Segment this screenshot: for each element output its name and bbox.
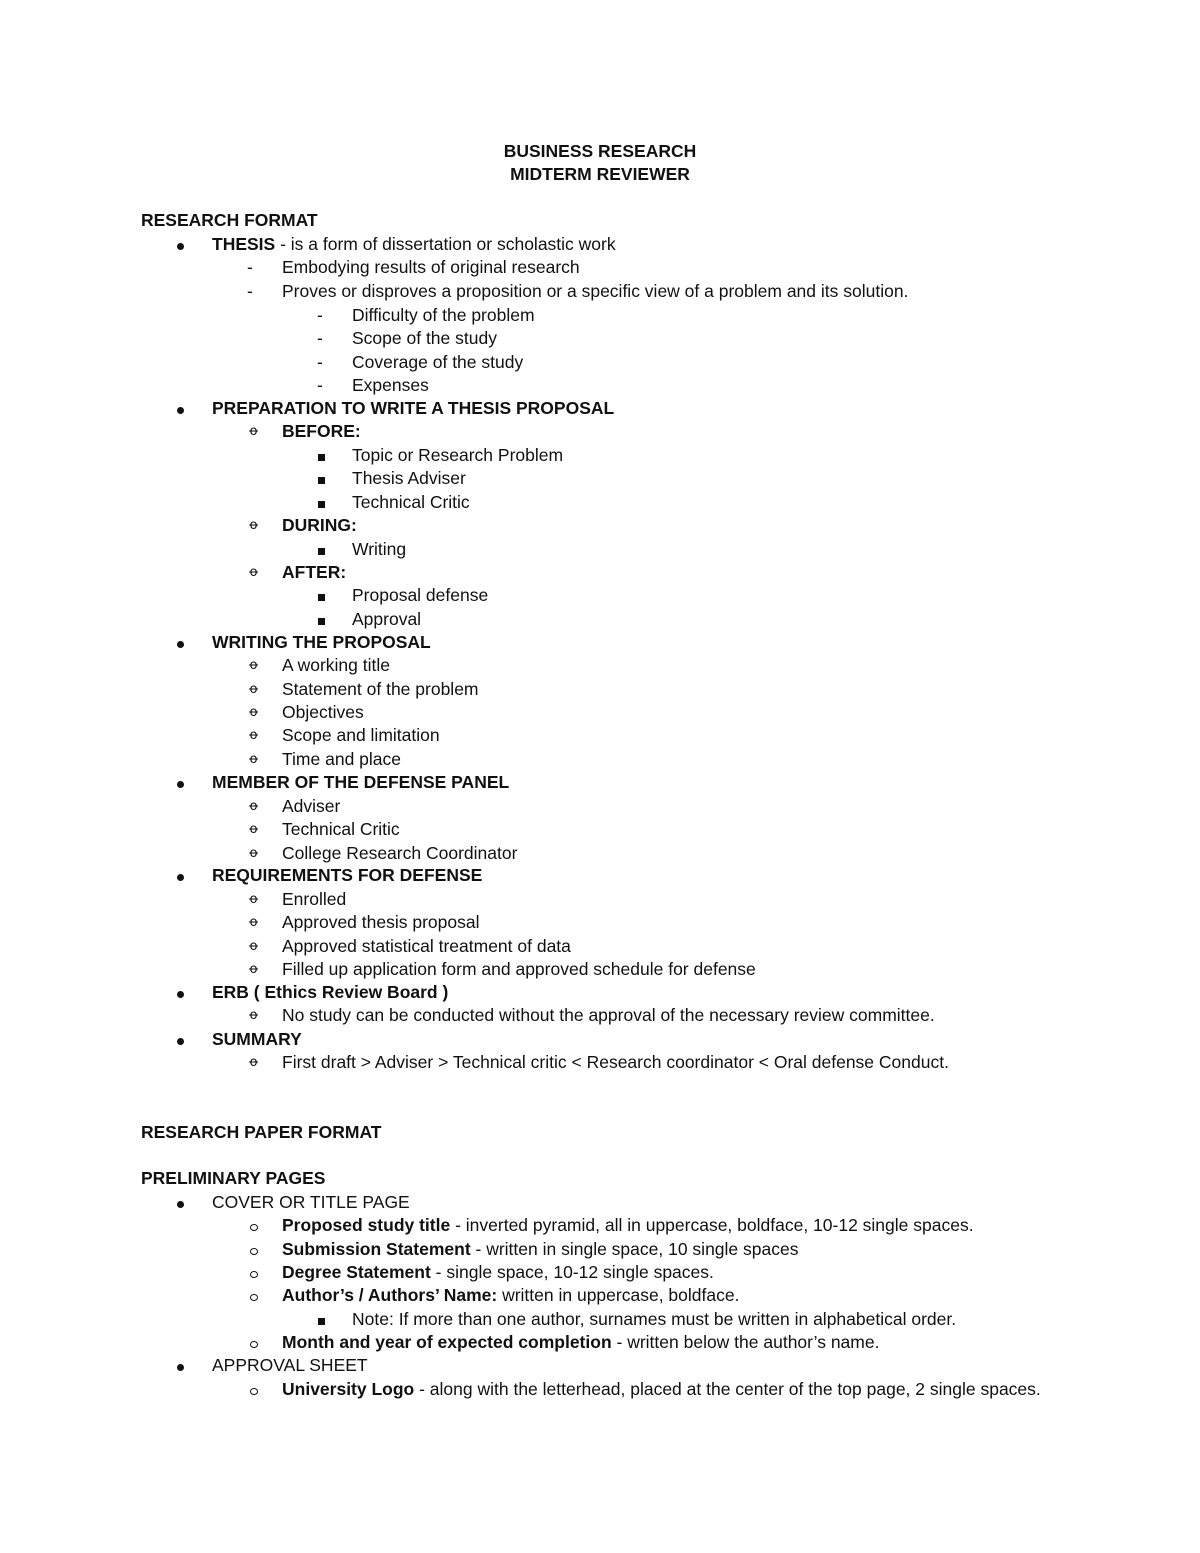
- ring-bullet-icon: ꝋ: [249, 891, 259, 906]
- cover-item: [282, 1284, 739, 1306]
- ring-bullet-icon: ꝋ: [249, 423, 259, 438]
- ring-bullet-icon: [250, 1238, 258, 1260]
- cover-note: Note: If more than one author, surnames must be written in alphabetical order.: [352, 1309, 957, 1329]
- cover-item-text: - written below the author’s name.: [611, 1332, 880, 1352]
- cover-item-label: Author’s / Authors’ Name:: [282, 1285, 498, 1305]
- requirements-item: Filled up application form and approved schedule for defense: [282, 959, 756, 979]
- ring-bullet-icon: [250, 1261, 258, 1283]
- writing-item: Scope and limitation: [282, 725, 440, 745]
- approval-item: [282, 1378, 1041, 1400]
- cover-item-label: Month and year of expected completion: [282, 1332, 612, 1352]
- thesis-label: THESIS: [212, 234, 276, 254]
- ring-bullet-icon: ꝋ: [249, 961, 259, 976]
- panel-heading: MEMBER OF THE DEFENSE PANEL: [212, 772, 510, 792]
- during-item: Writing: [352, 539, 407, 559]
- writing-item: Statement of the problem: [282, 679, 479, 699]
- bullet-dot-icon: [177, 1354, 184, 1376]
- writing-heading: WRITING THE PROPOSAL: [212, 632, 431, 652]
- section-heading-paper-format: RESEARCH PAPER FORMAT: [141, 1122, 382, 1142]
- square-bullet-icon: [318, 584, 325, 606]
- requirements-heading: REQUIREMENTS FOR DEFENSE: [212, 865, 483, 885]
- writing-item: Time and place: [282, 749, 401, 769]
- ring-bullet-icon: ꝋ: [249, 914, 259, 929]
- thesis-definition: - is a form of dissertation or scholastic work: [275, 234, 616, 254]
- thesis-point: Embodying results of original research: [282, 257, 580, 277]
- summary-heading: SUMMARY: [212, 1029, 302, 1049]
- section-heading-research-format: RESEARCH FORMAT: [141, 210, 318, 230]
- square-bullet-icon: [318, 491, 325, 513]
- square-bullet-icon: [318, 608, 325, 630]
- before-item: Topic or Research Problem: [352, 445, 564, 465]
- before-item: Technical Critic: [352, 492, 470, 512]
- dash-bullet-icon: -: [317, 375, 323, 395]
- thesis-subpoint: Scope of the study: [352, 328, 497, 348]
- ring-bullet-icon: [250, 1378, 258, 1400]
- thesis-subpoint: Coverage of the study: [352, 352, 524, 372]
- writing-item: A working title: [282, 655, 390, 675]
- bullet-dot-icon: [177, 1191, 184, 1213]
- bullet-dot-icon: [177, 1028, 184, 1050]
- after-item: Approval: [352, 609, 422, 629]
- section-heading-preliminary-pages: PRELIMINARY PAGES: [141, 1168, 326, 1188]
- cover-item: [282, 1331, 879, 1353]
- dash-bullet-icon: -: [317, 328, 323, 348]
- dash-bullet-icon: -: [317, 352, 323, 372]
- thesis-subpoint: Difficulty of the problem: [352, 305, 535, 325]
- ring-bullet-icon: ꝋ: [249, 517, 259, 532]
- ring-bullet-icon: ꝋ: [249, 1007, 259, 1022]
- cover-item: [282, 1214, 974, 1236]
- ring-bullet-icon: ꝋ: [249, 845, 259, 860]
- ring-bullet-icon: ꝋ: [249, 657, 259, 672]
- summary-item: First draft > Adviser > Technical critic < Research coordinator < Oral defense Conduct.: [282, 1052, 949, 1072]
- dash-bullet-icon: -: [247, 281, 253, 301]
- thesis-subpoint: Expenses: [352, 375, 429, 395]
- thesis-item: [212, 233, 616, 255]
- dash-bullet-icon: -: [247, 257, 253, 277]
- document-subtitle: MIDTERM REVIEWER: [510, 164, 690, 184]
- square-bullet-icon: [318, 444, 325, 466]
- ring-bullet-icon: [250, 1331, 258, 1353]
- ring-bullet-icon: ꝋ: [249, 821, 259, 836]
- erb-item: No study can be conducted without the approval of the necessary review committee.: [282, 1005, 935, 1025]
- before-label: BEFORE:: [282, 421, 361, 441]
- square-bullet-icon: [318, 538, 325, 560]
- bullet-dot-icon: [177, 631, 184, 653]
- ring-bullet-icon: ꝋ: [249, 938, 259, 953]
- ring-bullet-icon: ꝋ: [249, 751, 259, 766]
- writing-item: Objectives: [282, 702, 364, 722]
- after-label: AFTER:: [282, 562, 347, 582]
- dash-bullet-icon: -: [317, 305, 323, 325]
- ring-bullet-icon: [250, 1214, 258, 1236]
- before-item: Thesis Adviser: [352, 468, 466, 488]
- cover-item-text: - single space, 10-12 single spaces.: [430, 1262, 714, 1282]
- ring-bullet-icon: [250, 1284, 258, 1306]
- approval-heading: APPROVAL SHEET: [212, 1355, 368, 1375]
- ring-bullet-icon: ꝋ: [249, 564, 259, 579]
- requirements-item: Enrolled: [282, 889, 347, 909]
- requirements-item: Approved thesis proposal: [282, 912, 480, 932]
- cover-item-text: - written in single space, 10 single spaces: [470, 1239, 799, 1259]
- approval-item-text: - along with the letterhead, placed at the center of the top page, 2 single spaces.: [414, 1379, 1041, 1399]
- requirements-item: Approved statistical treatment of data: [282, 936, 571, 956]
- ring-bullet-icon: ꝋ: [249, 1054, 259, 1069]
- cover-item-text: - inverted pyramid, all in uppercase, boldface, 10-12 single spaces.: [450, 1215, 974, 1235]
- panel-item: College Research Coordinator: [282, 843, 518, 863]
- cover-item: [282, 1238, 798, 1260]
- cover-item-label: Proposed study title: [282, 1215, 451, 1235]
- panel-item: Technical Critic: [282, 819, 400, 839]
- during-label: DURING:: [282, 515, 357, 535]
- cover-heading: COVER OR TITLE PAGE: [212, 1192, 410, 1212]
- preparation-heading: PREPARATION TO WRITE A THESIS PROPOSAL: [212, 398, 615, 418]
- after-item: Proposal defense: [352, 585, 489, 605]
- bullet-dot-icon: [177, 981, 184, 1003]
- bullet-dot-icon: [177, 397, 184, 419]
- erb-heading: ERB ( Ethics Review Board ): [212, 982, 449, 1002]
- approval-item-label: University Logo: [282, 1379, 415, 1399]
- cover-item-text: written in uppercase, boldface.: [497, 1285, 740, 1305]
- cover-item: [282, 1261, 714, 1283]
- ring-bullet-icon: ꝋ: [249, 681, 259, 696]
- bullet-dot-icon: [177, 864, 184, 886]
- document-title: BUSINESS RESEARCH: [503, 141, 697, 161]
- cover-item-label: Submission Statement: [282, 1239, 471, 1259]
- ring-bullet-icon: ꝋ: [249, 727, 259, 742]
- panel-item: Adviser: [282, 796, 341, 816]
- ring-bullet-icon: ꝋ: [249, 704, 259, 719]
- thesis-point: Proves or disproves a proposition or a specific view of a problem and its solution.: [282, 281, 909, 301]
- square-bullet-icon: [318, 1308, 325, 1330]
- bullet-dot-icon: [177, 233, 184, 255]
- cover-item-label: Degree Statement: [282, 1262, 431, 1282]
- bullet-dot-icon: [177, 771, 184, 793]
- square-bullet-icon: [318, 467, 325, 489]
- ring-bullet-icon: ꝋ: [249, 798, 259, 813]
